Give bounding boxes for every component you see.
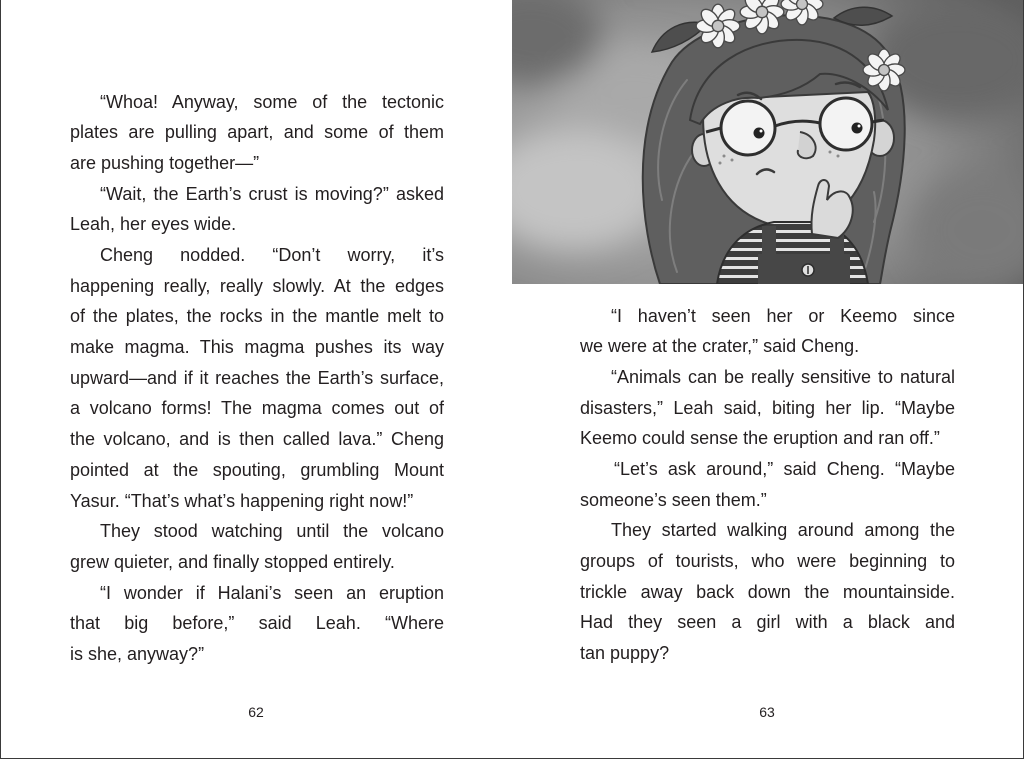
paragraph — [70, 87, 444, 179]
text-line: make magma. This magma pushes its way — [70, 337, 444, 358]
flower-icon — [696, 4, 740, 48]
freckle — [723, 155, 726, 158]
text-line: “Wait, the Earth’s crust is moving?” asked — [100, 183, 444, 204]
page-number: 63 — [759, 704, 775, 720]
paragraph — [580, 515, 955, 668]
overall-strap — [762, 226, 776, 256]
text-line: Leah, her eyes wide. — [70, 214, 237, 235]
text-line: “I haven’t seen her or Keemo since — [611, 305, 955, 326]
text-line: of the plates, the rocks in the mantle melt to — [70, 306, 444, 327]
text-line: trickle away back down the mountainside. — [580, 581, 955, 602]
text-line: tan puppy? — [580, 643, 670, 664]
text-line: “Whoa! Anyway, some of the tectonic — [100, 91, 444, 112]
left-pupil — [754, 128, 765, 139]
text-line: that big before,” said Leah. “Where — [70, 613, 444, 634]
text-line: grew quieter, and finally stopped entirely. — [70, 551, 395, 572]
eye-glint — [858, 125, 861, 128]
text-line: a volcano forms! The magma comes out of — [70, 398, 444, 419]
freckle — [719, 162, 722, 165]
text-line: “Let’s ask around,” said Cheng. “Maybe — [614, 459, 955, 480]
paragraph — [580, 454, 955, 515]
right-pupil — [852, 123, 863, 134]
text-line: happening really, really slowly. At the edges — [70, 275, 444, 296]
glasses-arm — [872, 120, 884, 122]
freckle — [837, 155, 840, 158]
text-line: Cheng nodded. “Don’t worry, it’s — [100, 245, 444, 266]
left-page-text — [70, 87, 444, 670]
paragraph — [580, 301, 955, 362]
text-line: someone’s seen them.” — [580, 489, 767, 510]
text-line: are pushing together—” — [70, 152, 260, 173]
text-line: the volcano, and is then called lava.” Cheng — [70, 429, 444, 450]
text-line: plates are pulling apart, and some of them — [70, 122, 444, 143]
text-line: we were at the crater,” said Cheng. — [580, 336, 860, 357]
text-line: Had they seen a girl with a black and — [580, 612, 955, 633]
paragraph — [70, 179, 444, 240]
text-line: is she, anyway?” — [70, 643, 205, 664]
girl-thinking-illustration — [512, 0, 1024, 284]
paragraph — [70, 578, 444, 670]
text-line: groups of tourists, who were beginning to — [580, 551, 955, 572]
text-line: “I wonder if Halani’s seen an eruption — [100, 582, 444, 603]
flower-icon — [863, 49, 905, 91]
text-line: disasters,” Leah said, biting her lip. “Maybe — [580, 397, 955, 418]
paragraph — [70, 516, 444, 577]
page-number: 62 — [248, 704, 264, 720]
left-lens — [721, 101, 775, 155]
right-lens — [820, 98, 872, 150]
paragraph — [70, 240, 444, 516]
text-line: Keemo could sense the eruption and ran off.” — [580, 428, 940, 449]
text-line: Yasur. “That’s what’s happening right now!” — [70, 490, 414, 511]
text-line: pointed at the spouting, grumbling Mount — [70, 459, 444, 480]
text-line: They started walking around among the — [611, 520, 955, 541]
freckle — [829, 151, 832, 154]
text-line: “Animals can be really sensitive to natural — [611, 366, 955, 387]
paragraph — [580, 362, 955, 454]
text-line: They stood watching until the volcano — [100, 521, 444, 542]
eye-glint — [760, 130, 763, 133]
text-line: upward—and if it reaches the Earth’s surface, — [70, 367, 444, 388]
freckle — [731, 159, 734, 162]
right-page-text — [580, 301, 955, 669]
